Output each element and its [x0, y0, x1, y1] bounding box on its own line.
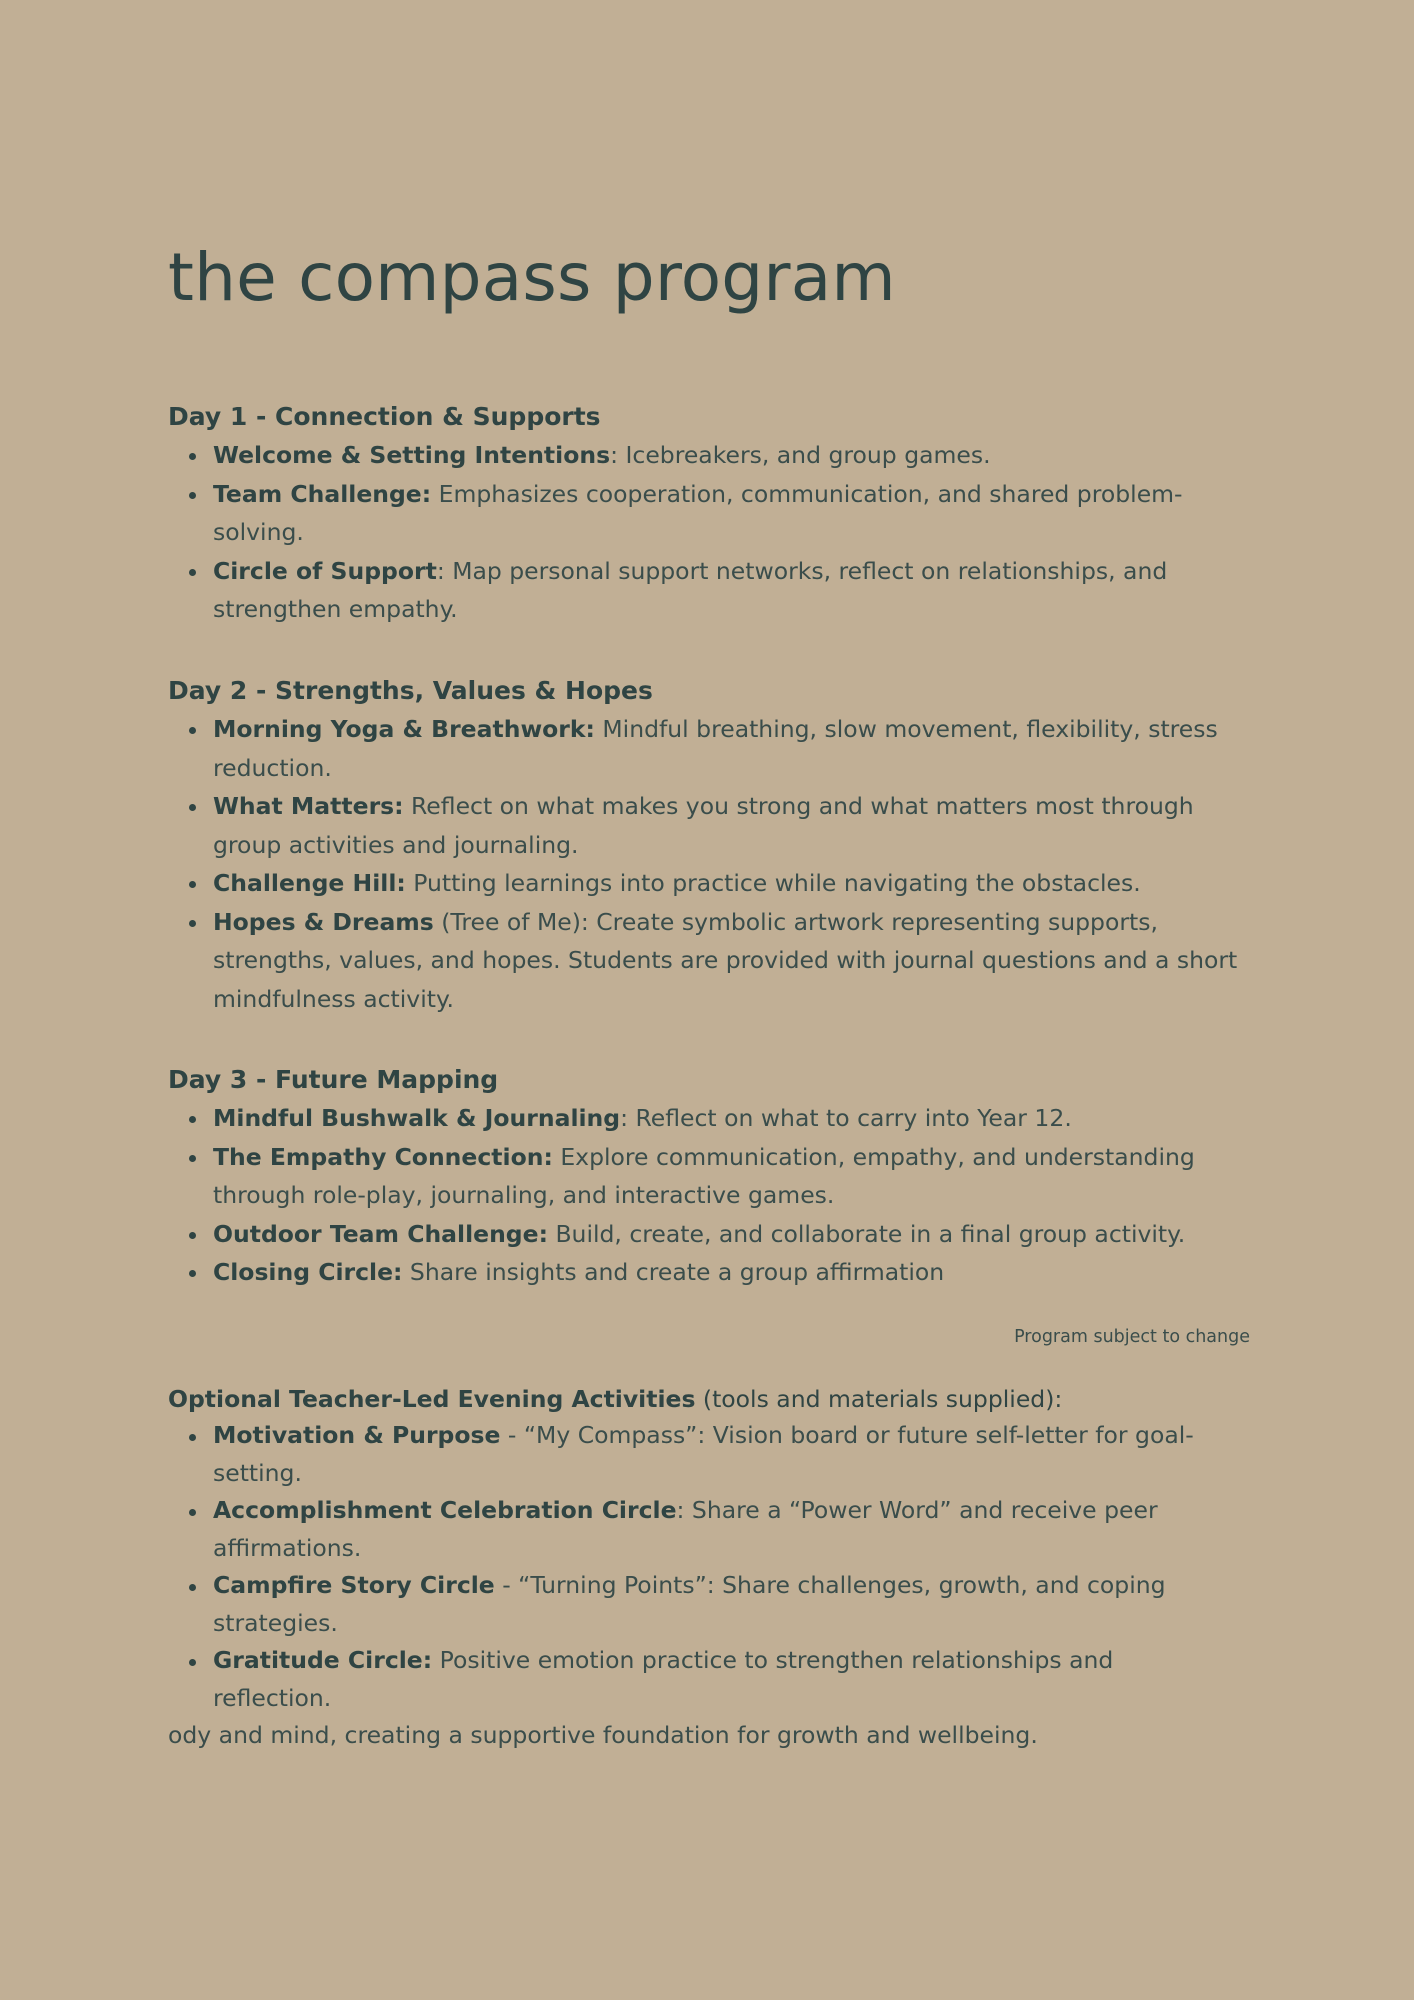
- item-label: Motivation & Purpose: [213, 1421, 501, 1449]
- list-item: [213, 1099, 1243, 1138]
- item-label: Welcome & Setting Intentions: [213, 441, 611, 469]
- item-text: (Tree of Me): Create symbolic artwork representing supports, strengths, values, and hopes. Students are provided with journal questions and a short mindfulness activity.: [213, 907, 1238, 1013]
- list-item: [213, 1417, 1233, 1492]
- item-label: The Empathy Connection:: [213, 1142, 553, 1171]
- list-item: [213, 1138, 1233, 1215]
- list-item: [213, 787, 1253, 864]
- program-subject-to-change-note: Program subject to change: [1014, 1327, 1250, 1347]
- list-item: [213, 903, 1253, 1019]
- day-1-section: [168, 398, 1248, 629]
- optional-activities-section: [168, 1380, 1248, 1717]
- item-label: Team Challenge:: [213, 479, 432, 508]
- list-item: [213, 1642, 1203, 1717]
- day-2-heading: Day 2 - Strengths, Values & Hopes: [168, 676, 653, 705]
- item-label: Outdoor Team Challenge:: [213, 1219, 548, 1248]
- page-title: the compass program: [168, 239, 896, 316]
- item-text: - “Turning Points”: Share challenges, growth, and coping strategies.: [213, 1571, 1166, 1637]
- item-text: Build, create, and collaborate in a final group activity.: [547, 1219, 1186, 1248]
- item-text: Putting learnings into practice while navigating the obstacles.: [405, 869, 1141, 897]
- list-item: [213, 436, 1223, 475]
- item-text: : Share a “Power Word” and receive peer affirmations.: [213, 1496, 1158, 1562]
- item-label: Campfire Story Circle: [213, 1571, 495, 1599]
- item-label: Challenge Hill:: [213, 869, 406, 897]
- item-text: Positive emotion practice to strengthen relationships and reflection.: [213, 1646, 1114, 1712]
- item-text: - “My Compass”: Vision board or future self-letter for goal-setting.: [213, 1421, 1194, 1487]
- item-text: : Reflect on what to carry into Year 12.: [620, 1104, 1072, 1132]
- optional-heading-bold: Optional Teacher-Led Evening Activities: [168, 1385, 696, 1413]
- trailing-text-fragment: ody and mind, creating a supportive foundation for growth and wellbeing.: [168, 1721, 1038, 1749]
- item-text: Share insights and create a group affirmation: [402, 1258, 945, 1286]
- optional-activities-heading: [168, 1380, 1248, 1418]
- item-label: Mindful Bushwalk & Journaling: [213, 1104, 621, 1132]
- item-text: : Map personal support networks, reflect on relationships, and strengthen empathy.: [213, 556, 1168, 623]
- day-3-section: [168, 1061, 1248, 1292]
- list-item: [213, 1253, 1243, 1292]
- list-item: [213, 1215, 1283, 1254]
- day-3-heading: Day 3 - Future Mapping: [168, 1065, 499, 1094]
- item-text: : Icebreakers, and group games.: [610, 441, 991, 469]
- day-1-list: [168, 436, 1248, 629]
- optional-activities-list: [168, 1417, 1248, 1717]
- item-text: Mindful breathing, slow movement, flexibility, stress reduction.: [213, 715, 1218, 782]
- item-label: Gratitude Circle:: [213, 1646, 433, 1674]
- item-label: Closing Circle:: [213, 1258, 403, 1286]
- item-label: Morning Yoga & Breathwork:: [213, 715, 595, 743]
- day-2-list: [168, 710, 1248, 1018]
- item-text: Reflect on what makes you strong and what matters most through group activities and journaling.: [213, 792, 1194, 859]
- day-2-section: [168, 672, 1248, 1018]
- item-label: Circle of Support: [213, 556, 437, 585]
- item-text: Explore communication, empathy, and understanding through role-play, journaling, and interactive games.: [213, 1142, 1195, 1209]
- optional-heading-rest: (tools and materials supplied):: [695, 1385, 1063, 1413]
- list-item: [213, 710, 1253, 787]
- list-item: [213, 1567, 1233, 1642]
- list-item: [213, 1492, 1233, 1567]
- item-label: Accomplishment Celebration Circle: [213, 1496, 677, 1524]
- day-3-list: [168, 1099, 1248, 1292]
- day-1-heading: Day 1 - Connection & Supports: [168, 402, 601, 431]
- item-label: Hopes & Dreams: [213, 907, 434, 936]
- item-label: What Matters:: [213, 792, 404, 820]
- list-item: [213, 552, 1223, 629]
- list-item: [213, 475, 1223, 552]
- item-text: Emphasizes cooperation, communication, and shared problem-solving.: [213, 479, 1183, 546]
- list-item: [213, 864, 1253, 903]
